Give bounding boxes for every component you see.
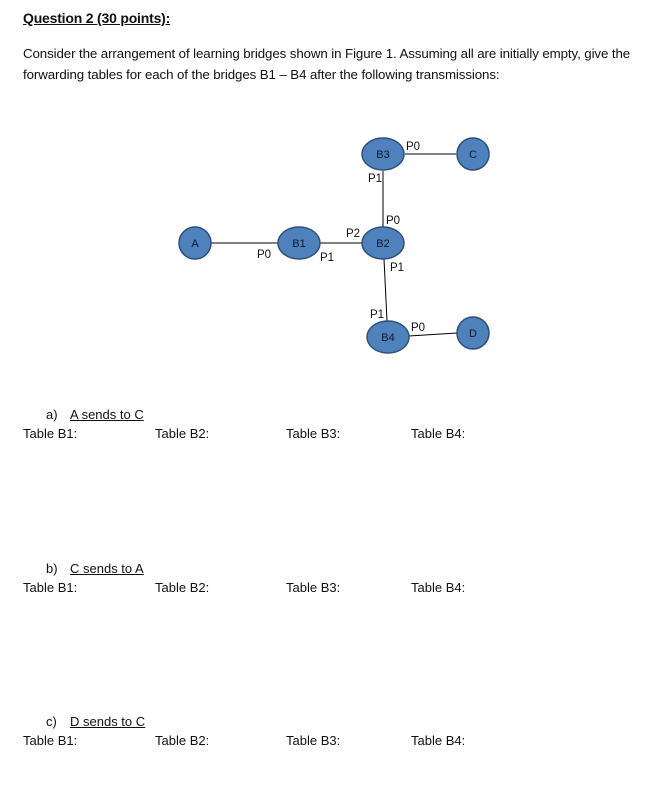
port-b4-p1: P1 (370, 309, 385, 321)
node-a-label: A (191, 238, 199, 250)
port-b2-p2: P2 (346, 228, 361, 240)
part-c-table-b2: Table B2: (155, 733, 210, 748)
part-c-table-b4: Table B4: (411, 733, 466, 748)
node-b1-label: B1 (292, 238, 306, 250)
port-b4-p0: P0 (411, 322, 426, 334)
part-b-table-b3: Table B3: (286, 580, 341, 595)
port-b2-p0: P0 (386, 215, 401, 227)
part-a-title (46, 407, 144, 422)
node-b2-label: B2 (376, 238, 390, 250)
node-c-label: C (469, 149, 477, 161)
node-a (179, 227, 211, 259)
port-b1-p0: P0 (257, 249, 272, 261)
part-c-table-b3: Table B3: (286, 733, 341, 748)
part-a-table-b3: Table B3: (286, 426, 341, 441)
node-d-label: D (469, 328, 477, 340)
node-d (457, 317, 489, 349)
part-c-table-b1: Table B1: (23, 733, 78, 748)
link-b2-b4 (384, 259, 387, 321)
port-b2-p1: P1 (390, 262, 405, 274)
part-a-letter: a) (46, 407, 58, 422)
part-b-letter: b) (46, 561, 58, 576)
part-a-table-b1: Table B1: (23, 426, 78, 441)
part-b-table-b4: Table B4: (411, 580, 466, 595)
part-b-table-b2: Table B2: (155, 580, 210, 595)
part-c-title (46, 714, 145, 729)
part-b-title (46, 561, 144, 576)
node-c (457, 138, 489, 170)
node-b4-label: B4 (381, 332, 395, 344)
port-b1-p1: P1 (320, 252, 335, 264)
part-c-letter: c) (46, 714, 57, 729)
port-b3-p0: P0 (406, 141, 421, 153)
node-b1 (278, 227, 320, 259)
part-b-table-b1: Table B1: (23, 580, 78, 595)
question-intro: Consider the arrangement of learning bridges shown in Figure 1. Assuming all are initially empty, give the forwarding tables for each of the bridges B1 – B4 after the following transmissions: (23, 46, 631, 82)
node-b4 (367, 321, 409, 353)
part-c-task: D sends to C (70, 714, 146, 729)
part-b-task: C sends to A (70, 561, 144, 576)
part-a-task: A sends to C (70, 407, 144, 422)
node-b3-label: B3 (376, 149, 390, 161)
port-b3-p1: P1 (368, 173, 383, 185)
part-a-table-b4: Table B4: (411, 426, 466, 441)
node-b2 (362, 227, 404, 259)
node-b3 (362, 138, 404, 170)
question-heading: Question 2 (30 points): (23, 10, 171, 26)
part-a-table-b2: Table B2: (155, 426, 210, 441)
